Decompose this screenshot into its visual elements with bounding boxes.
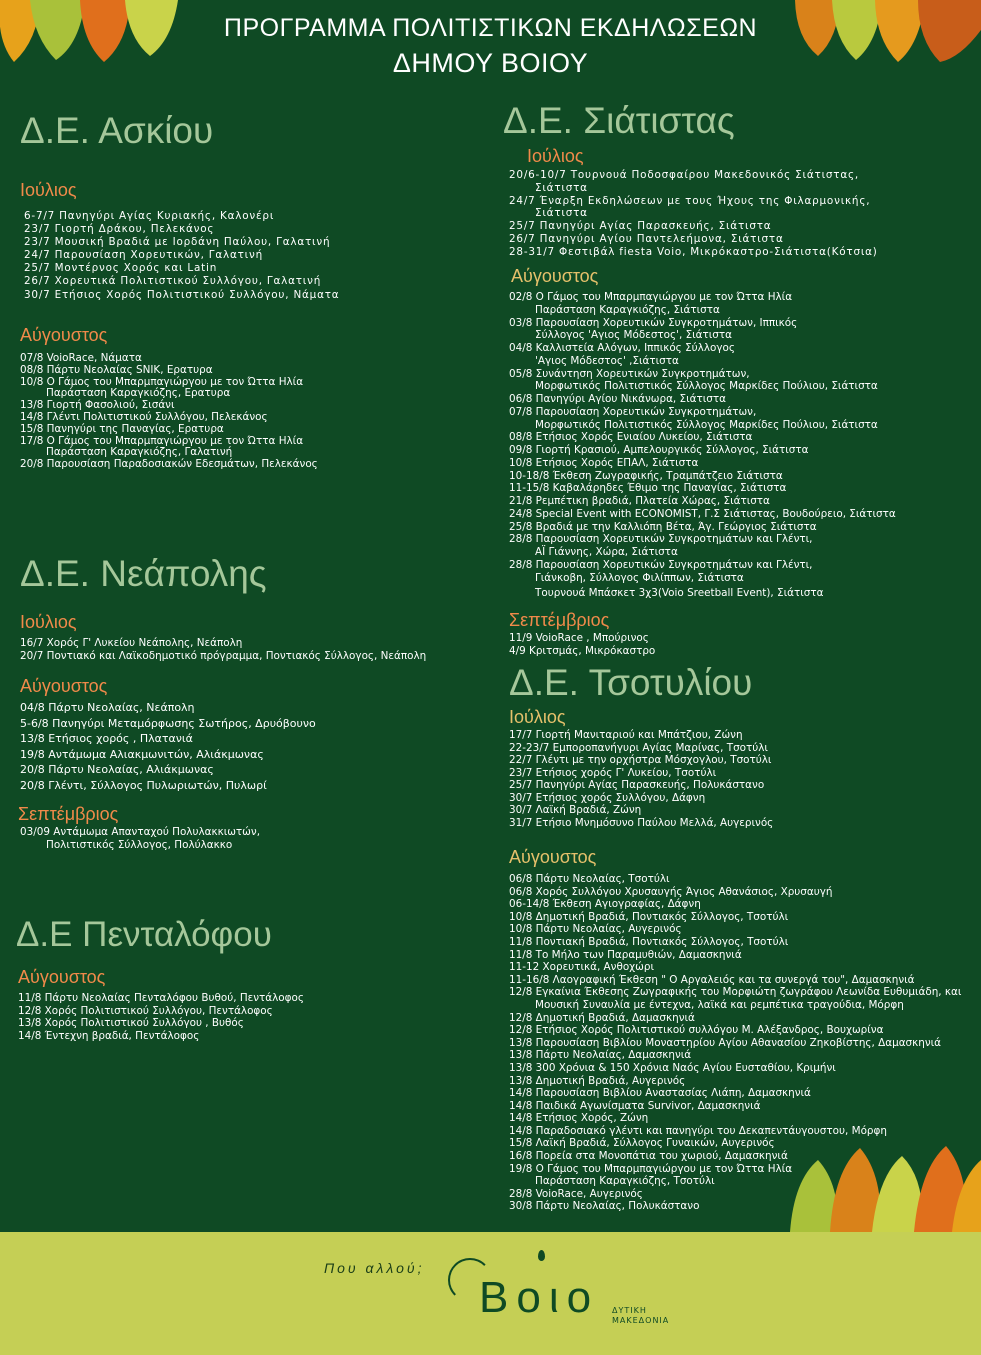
list-item: 25/8 Βραδιά με την Καλλιόπη Βέτα, Άγ. Γεώργιος Σιάτιστα: [509, 520, 817, 533]
list-item: 22/7 Γλέντι με την ορχήστρα Μόσχογλου, Τσοτύλι: [509, 754, 772, 766]
drop-icon: [538, 1250, 545, 1261]
list-item: 13/8 Παρουσίαση Βιβλίου Μοναστηρίου Αγίου Αθανασίου Ζηκοβίστης, Δαμασκηνιά: [509, 1036, 942, 1049]
list-item: 17/8 Ο Γάμος του Μπαρμπαγιώργου με τον Ώττα Ηλία: [20, 434, 304, 447]
list-item: 15/8 Λαϊκή Βραδιά, Σύλλογος Γυναικών, Αυγερινός: [509, 1137, 775, 1150]
list-item: Παράσταση Καραγκιόζης, Ερατυρα: [46, 387, 231, 400]
list-item: 19/8 Αντάμωμα Αλιακμωνιτών, Αλιάκμωνας: [20, 747, 264, 761]
list-item: 26/7 Πανηγύρι Αγίου Παντελεήμονα, Σιάτιστα: [509, 232, 784, 245]
list-item: 12/8 Εγκαίνια Έκθεσης Ζωγραφικής του Μορφιώτη ζωγράφου Λεωνίδα Ευθυμιάδη, και: [509, 986, 962, 999]
list-item: Παράσταση Καραγκιόζης, Γαλατινή: [46, 446, 233, 459]
list-item: 20/6-10/7 Τουρνουά Ποδοσφαίρου Μακεδονικός Σιάτιστας,: [509, 169, 859, 181]
list-item: 05/8 Συνάντηση Χορευτικών Συγκροτημάτων,: [509, 367, 750, 380]
month-label-neapolis-july: Ιούλιος: [20, 612, 77, 632]
list-item: 06/8 Πανηγύρι Αγίου Νικάνωρα, Σιάτιστα: [509, 393, 726, 405]
list-item: 13/8 Πάρτυ Νεολαίας, Δαμασκηνιά: [509, 1049, 692, 1062]
list-item: 11/8 Πάρτυ Νεολαίας Πενταλόφου Βυθού, Πεντάλοφος: [18, 992, 304, 1004]
list-item: 30/7 Ετήσιος Χορός Πολιτιστικού Συλλόγου, Νάματα: [24, 288, 340, 301]
list-item: 24/7 Παρουσίαση Χορευτικών, Γαλατινή: [24, 249, 263, 262]
month-label-tsotyliou-august: Αύγουστος: [509, 847, 597, 867]
list-item: 16/8 Πορεία στα Μονοπάτια του χωριού, Δαμασκηνιά: [509, 1150, 788, 1163]
list-item: 11/8 Το Μήλο των Παραμυθιών, Δαμασκηνιά: [509, 948, 742, 961]
region-title-neapolis: Δ.Ε. Νεάπολης: [20, 553, 267, 594]
region-title-tsotyliou: Δ.Ε. Τσοτυλίου: [509, 662, 753, 703]
list-item: 30/7 Ετήσιος χορός Συλλόγου, Δάφνη: [509, 791, 706, 804]
list-item: 23/7 Γιορτή Δράκου, Πελεκάνος: [24, 223, 215, 236]
list-item: 13/8 300 Χρόνια & 150 Χρόνια Ναός Αγίου Ευσταθίου, Κριμήνι: [509, 1061, 836, 1074]
list-item: Μουσική Συναυλία με έντεχνα, λαϊκά και ρεμπέτικα τραγούδια, Μόρφη: [535, 998, 904, 1011]
list-item: 13/8 Γιορτή Φασολιού, Σισάνι: [20, 399, 175, 412]
list-item: 10-18/8 Έκθεση Ζωγραφικής, Τραμπάτζειο Σιάτιστα: [509, 469, 783, 482]
list-item: 11/8 Ποντιακή Βραδιά, Ποντιακός Σύλλογος, Τσοτύλι: [509, 935, 789, 948]
list-item: Μορφωτικός Πολιτιστικός Σύλλογος Μαρκίδες Πούλιου, Σιάτιστα: [535, 418, 878, 431]
footer-logo-word: Βοιο: [479, 1273, 600, 1322]
region-title-siatistas: Δ.Ε. Σιάτιστας: [503, 100, 735, 141]
list-item: 28-31/7 Φεστιβάλ fiesta Voio, Μικρόκαστρο-Σιάτιστα(Κότσια): [509, 245, 878, 258]
month-label-tsotyliou-july: Ιούλιος: [509, 707, 566, 727]
region-title-pentalofou: Δ.Ε Πενταλόφου: [16, 915, 272, 954]
region-title-askiou: Δ.Ε. Ασκίου: [20, 110, 214, 151]
list-item: 10/8 Πάρτυ Νεολαίας, Αυγερινός: [509, 923, 682, 936]
list-item: 08/8 Ετήσιος Χορός Ενιαίου Λυκείου, Σιάτιστα: [509, 431, 753, 444]
list-item: 30/8 Πάρτυ Νεολαίας, Πολυκάστανο: [509, 1200, 700, 1213]
event-list-siatistas-september: [509, 632, 655, 658]
list-item: 20/8 Γλέντι, Σύλλογος Πυλωριωτών, Πυλωρί: [20, 778, 267, 792]
list-item: 02/8 Ο Γάμος του Μπαρμπαγιώργου με τον Ώττα Ηλία: [509, 291, 793, 303]
list-item: ΑΪ Γιάννης, Χώρα, Σιάτιστα: [535, 546, 678, 558]
list-item: 06-14/8 Έκθεση Αγιογραφίας, Δάφνη: [509, 898, 701, 911]
event-list-siatistas-august: [509, 291, 896, 600]
list-item: 13/8 Δημοτική Βραδιά, Αυγερινός: [509, 1074, 686, 1087]
event-list-askiou-july: [24, 210, 339, 302]
list-item: 23/7 Ετήσιος χορός Γ' Λυκείου, Τσοτύλι: [509, 766, 717, 779]
list-item: 19/8 Ο Γάμος του Μπαρμπαγιώργου με τον Ώττα Ηλία: [509, 1162, 793, 1175]
poster-title-line2: ΔΗΜΟΥ ΒΟΙΟΥ: [392, 48, 589, 78]
list-item: 14/8 Γλέντι Πολιτιστικού Συλλόγου, Πελεκάνος: [20, 410, 268, 423]
event-list-pentalofou-august: [18, 992, 304, 1042]
event-list-askiou-august: [20, 353, 318, 471]
list-item: 14/8 Παραδοσιακό γλέντι και πανηγύρι του Δεκαπεντάυγουστου, Μόρφη: [509, 1124, 887, 1137]
month-label-askiou-july: Ιούλιος: [20, 180, 77, 200]
list-item: 04/8 Πάρτυ Νεολαίας, Νεάπολη: [20, 701, 195, 714]
list-item: 20/7 Ποντιακό και Λαϊκοδημοτικό πρόγραμμα, Ποντιακός Σύλλογος, Νεάπολη: [20, 650, 427, 662]
list-item: 25/7 Μοντέρνος Χορός και Latin: [24, 262, 218, 275]
event-list-neapolis-september: [20, 826, 260, 852]
list-item: 11-12 Χορευτικά, Ανθοχώρι: [509, 961, 654, 974]
list-item: 6-7/7 Πανηγύρι Αγίας Κυριακής, Καλονέρι: [24, 210, 275, 222]
list-item: 14/8 Παρουσίαση Βιβλίου Αναστασίας Λιάπη, Δαμασκηνιά: [509, 1087, 811, 1100]
list-item: 15/8 Πανηγύρι της Παναγίας, Ερατυρα: [20, 422, 224, 435]
list-item: Γιάνκοβη, Σύλλογος Φιλίππων, Σιάτιστα: [535, 571, 744, 584]
list-item: 26/7 Χορευτικά Πολιτιστικού Συλλόγου, Γαλατινή: [24, 275, 322, 288]
list-item: 16/7 Χορός Γ' Λυκείου Νεάπολης, Νεάπολη: [20, 637, 243, 649]
month-label-siatistas-july: Ιούλιος: [527, 146, 584, 166]
list-item: 04/8 Καλλιστεία Αλόγων, Ιππικός Σύλλογος: [509, 342, 735, 354]
list-item: 10/8 Ετήσιος Χορός ΕΠΑΛ, Σιάτιστα: [509, 456, 699, 469]
list-item: 11/9 VoioRace , Μπούρινος: [509, 632, 649, 644]
list-item: 07/8 Παρουσίαση Χορευτικών Συγκροτημάτων,: [509, 405, 757, 418]
month-label-neapolis-september: Σεπτέμβριος: [18, 804, 119, 824]
list-item: Μορφωτικός Πολιτιστικός Σύλλογος Μαρκίδες Πούλιου, Σιάτιστα: [535, 380, 878, 393]
list-item: 11-16/8 Λαογραφική Έκθεση " Ο Αργαλειός και τα συνεργά του", Δαμασκηνιά: [509, 973, 915, 986]
list-item: 24/7 Έναρξη Εκδηλώσεων με τους Ήχους της Φιλαρμονικής,: [509, 194, 871, 207]
month-label-neapolis-august: Αύγουστος: [20, 676, 108, 696]
month-label-siatistas-august: Αύγουστος: [511, 266, 599, 286]
list-item: 25/7 Πανηγύρι Αγίας Παρασκευής, Σιάτιστα: [509, 220, 772, 233]
list-item: 08/8 Πάρτυ Νεολαίας SNIK, Ερατυρα: [20, 363, 213, 376]
list-item: 30/7 Λαϊκή Βραδιά, Ζώνη: [509, 804, 642, 816]
event-list-neapolis-august: [20, 700, 316, 794]
event-list-neapolis-july: [20, 637, 426, 663]
logo-subtitle-line1: ΔΥΤΙΚΗ: [612, 1306, 647, 1315]
list-item: 21/8 Ρεμπέτικη βραδιά, Πλατεία Χώρας, Σιάτιστα: [509, 495, 770, 507]
list-item: 07/8 VoioRace, Νάματα: [20, 352, 142, 364]
list-item: Σιάτιστα: [535, 181, 588, 194]
list-item: Παράσταση Καραγκιόζης, Τσοτύλι: [535, 1175, 715, 1188]
list-item: 12/8 Ετήσιος Χορός Πολιτιστικού συλλόγου Μ. Αλέξανδρος, Βουχωρίνα: [509, 1024, 884, 1037]
list-item: 14/8 Έντεχνη βραδιά, Πεντάλοφος: [18, 1029, 200, 1042]
list-item: 14/8 Παιδικά Αγωνίσματα Survivor, Δαμασκηνιά: [509, 1099, 761, 1112]
list-item: 4/9 Κριτσμάς, Μικρόκαστρο: [509, 645, 656, 657]
footer-logo-subtitle: [612, 1306, 669, 1326]
list-item: 'Αγιος Μόδεστος' ,Σιάτιστα: [535, 354, 679, 367]
list-item: 22-23/7 Εμποροπανήγυρι Αγίας Μαρίνας, Τσοτύλι: [509, 741, 768, 754]
list-item: Πολιτιστικός Σύλλογος, Πολύλακκο: [46, 839, 233, 851]
list-item: 28/8 Παρουσίαση Χορευτικών Συγκροτημάτων και Γλέντι,: [509, 533, 813, 546]
event-list-siatistas-july: [509, 169, 878, 259]
list-item: 10/8 Δημοτική Βραδιά, Ποντιακός Σύλλογος, Τσοτύλι: [509, 910, 789, 923]
list-item: 23/7 Μουσική Βραδιά με Ιορδάνη Παύλου, Γαλατινή: [24, 236, 331, 249]
event-list-tsotyliou-july: [509, 729, 773, 829]
list-item: 20/8 Πάρτυ Νεολαίας, Αλιάκμωνας: [20, 763, 214, 777]
list-item: 09/8 Γιορτή Κρασιού, Αμπελουργικός Σύλλογος, Σιάτιστα: [509, 444, 809, 456]
list-item: 06/8 Πάρτυ Νεολαίας, Τσοτύλι: [509, 873, 670, 885]
list-item: 31/7 Ετήσιο Μνημόσυνο Παύλου Μελλά, Αυγερινός: [509, 816, 774, 829]
list-item: Τουρνουά Μπάσκετ 3χ3(Voio Sreetball Event), Σιάτιστα: [535, 587, 824, 600]
list-item: 14/8 Ετήσιος Χορός, Ζώνη: [509, 1112, 649, 1125]
logo-subtitle-line2: ΜΑΚΕΔΟΝΙΑ: [612, 1316, 670, 1325]
list-item: 25/7 Πανηγύρι Αγίας Παρασκευής, Πολυκάστανο: [509, 779, 765, 791]
month-label-pentalofou-august: Αύγουστος: [18, 967, 106, 987]
list-item: Παράσταση Καραγκιόζης, Σιάτιστα: [535, 303, 720, 316]
list-item: 10/8 Ο Γάμος του Μπαρμπαγιώργου με τον Ώττα Ηλία: [20, 375, 304, 388]
list-item: 28/8 VoioRace, Αυγερινός: [509, 1187, 643, 1200]
list-item: 13/8 Ετήσιος χορός , Πλατανιά: [20, 732, 193, 746]
list-item: 06/8 Χορός Συλλόγου Χρυσαυγής Άγιος Αθανάσιος, Χρυσαυγή: [509, 885, 833, 898]
list-item: 20/8 Παρουσίαση Παραδοσιακών Εδεσμάτων, Πελεκάνος: [20, 458, 318, 471]
list-item: 24/8 Special Event with ECONOMIST, Γ.Σ Σιάτιστας, Βουδούρειο, Σιάτιστα: [509, 507, 896, 520]
list-item: 11-15/8 Καβαλάρηδες Έθιμο της Παναγίας, Σιάτιστα: [509, 482, 787, 495]
event-list-tsotyliou-august: [509, 873, 961, 1213]
poster-title-line1: ΠΡΟΓΡΑΜΜΑ ΠΟΛΙΤΙΣΤΙΚΩΝ ΕΚΔΗΛΩΣΕΩΝ: [223, 14, 758, 42]
footer-slogan: Που αλλού;: [324, 1260, 425, 1276]
list-item: Σύλλογος 'Αγιος Μόδεστος', Σιάτιστα: [535, 329, 732, 342]
list-item: 17/7 Γιορτή Μανιταριού και Μπάτζιου, Ζώνη: [509, 729, 743, 741]
list-item: 28/8 Παρουσίαση Χορευτικών Συγκροτημάτων και Γλέντι,: [509, 558, 813, 571]
list-item: 12/8 Δημοτική Βραδιά, Δαμασκηνιά: [509, 1011, 695, 1024]
list-item: 5-6/8 Πανηγύρι Μεταμόρφωσης Σωτήρος, Δρυόβουνο: [20, 716, 316, 730]
list-item: 03/8 Παρουσίαση Χορευτικών Συγκροτημάτων, Ιππικός: [509, 316, 798, 329]
month-label-askiou-august: Αύγουστος: [20, 325, 108, 345]
list-item: 13/8 Χορός Πολιτιστικού Συλλόγου , Βυθός: [18, 1017, 244, 1030]
list-item: Σιάτιστα: [535, 207, 588, 220]
list-item: 12/8 Χορός Πολιτιστικού Συλλόγου, Πεντάλοφος: [18, 1004, 273, 1017]
month-label-siatistas-september: Σεπτέμβριος: [509, 610, 610, 630]
list-item: 03/09 Αντάμωμα Απανταχού Πολυλακκιωτών,: [20, 826, 260, 838]
